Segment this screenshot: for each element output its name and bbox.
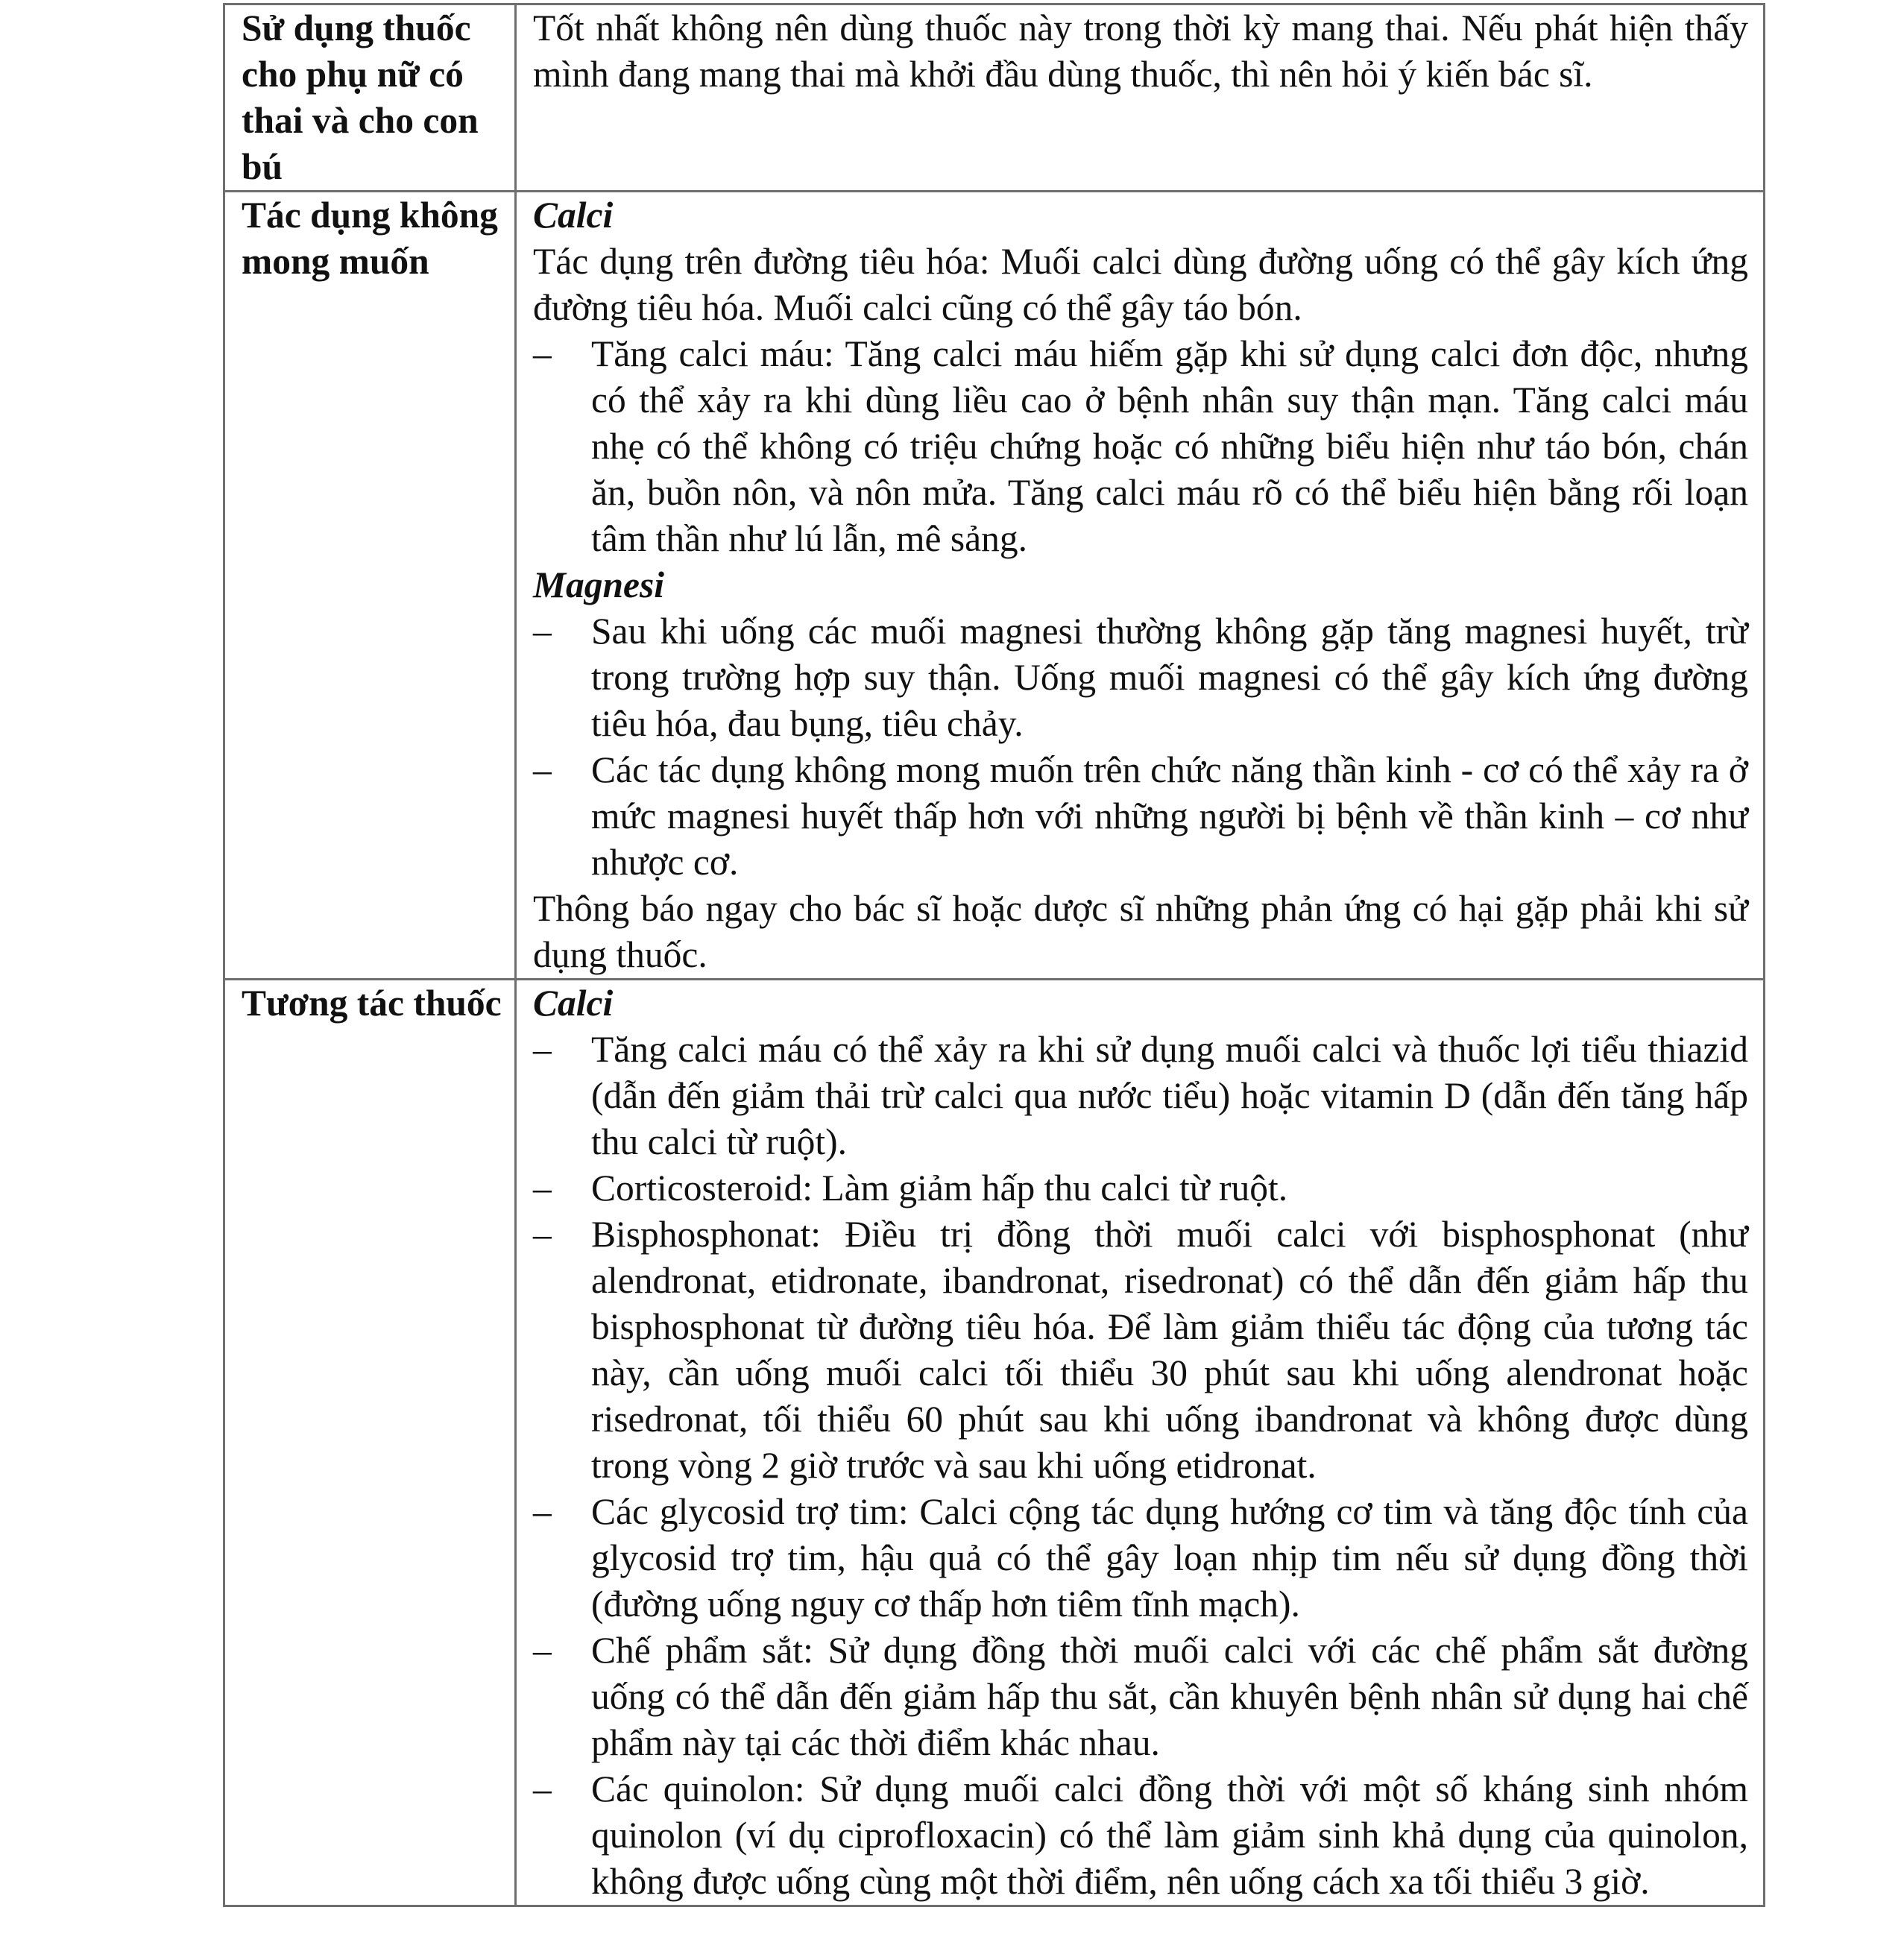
list-item: – Corticosteroid: Làm giảm hấp thu calci từ ruột. bbox=[533, 1165, 1748, 1211]
list-item: – Các quinolon: Sử dụng muối calci đồng thời với một số kháng sinh nhóm quinolon (ví dụ ciprofloxacin) có thể làm giảm sinh khả dụng của quinolon, không được uống cùng một thời điểm, nên uống cách xa tối thiểu 3 giờ. bbox=[533, 1766, 1748, 1905]
list-item: – Các glycosid trợ tim: Calci cộng tác dụng hướng cơ tim và tăng độc tính của glycosid trợ tim, hậu quả có thể gây loạn nhịp tim nếu sử dụng đồng thời (đường uống nguy cơ thấp hơn tiêm tĩnh mạch). bbox=[533, 1489, 1748, 1627]
interactions-calci-list bbox=[533, 1027, 1748, 1905]
row-label-pregnancy: Sử dụng thuốc cho phụ nữ có thai và cho con bú bbox=[224, 4, 516, 192]
side-effects-calci-list bbox=[533, 331, 1748, 562]
table-row-pregnancy bbox=[224, 4, 1765, 192]
table-row-interactions bbox=[224, 980, 1765, 1906]
side-effects-calci-intro: Tác dụng trên đường tiêu hóa: Muối calci dùng đường uống có thể gây kích ứng đường tiêu hóa. Muối calci cũng có thể gây táo bón. bbox=[533, 241, 1748, 328]
list-item: – Sau khi uống các muối magnesi thường không gặp tăng magnesi huyết, trừ trong trường hợp suy thận. Uống muối magnesi có thể gây kích ứng đường tiêu hóa, đau bụng, tiêu chảy. bbox=[533, 608, 1748, 747]
list-item: – Tăng calci máu có thể xảy ra khi sử dụng muối calci và thuốc lợi tiểu thiazid (dẫn đến giảm thải trừ calci qua nước tiểu) hoặc vitamin D (dẫn đến tăng hấp thu calci từ ruột). bbox=[533, 1027, 1748, 1165]
row-content-interactions bbox=[516, 980, 1765, 1906]
table-row-side-effects bbox=[224, 192, 1765, 980]
drug-info-table bbox=[223, 3, 1765, 1907]
row-label-side-effects: Tác dụng không mong muốn bbox=[224, 192, 516, 980]
side-effects-magnesi-list bbox=[533, 608, 1748, 886]
row-label-interactions: Tương tác thuốc bbox=[224, 980, 516, 1906]
list-item: – Chế phẩm sắt: Sử dụng đồng thời muối calci với các chế phẩm sắt đường uống có thể dẫn đến giảm hấp thu sắt, cần khuyên bệnh nhân sử dụng hai chế phẩm này tại các thời điểm khác nhau. bbox=[533, 1627, 1748, 1766]
side-effects-magnesi-heading: Magnesi bbox=[533, 564, 665, 605]
list-item: – Các tác dụng không mong muốn trên chức năng thần kinh - cơ có thể xảy ra ở mức magnesi huyết thấp hơn với những người bị bệnh về thần kinh – cơ như nhược cơ. bbox=[533, 747, 1748, 886]
interactions-calci-heading: Calci bbox=[533, 983, 614, 1024]
side-effects-footer: Thông báo ngay cho bác sĩ hoặc dược sĩ những phản ứng có hại gặp phải khi sử dụng thuốc. bbox=[533, 888, 1748, 975]
list-item: – Tăng calci máu: Tăng calci máu hiếm gặp khi sử dụng calci đơn độc, nhưng có thể xảy ra khi dùng liều cao ở bệnh nhân suy thận mạn. Tăng calci máu nhẹ có thể không có triệu chứng hoặc có những biểu hiện như táo bón, chán ăn, buồn nôn, và nôn mửa. Tăng calci máu rõ có thể biểu hiện bằng rối loạn tâm thần như lú lẫn, mê sảng. bbox=[533, 331, 1748, 562]
row-content-side-effects bbox=[516, 192, 1765, 980]
side-effects-calci-heading: Calci bbox=[533, 195, 614, 236]
list-item: – Bisphosphonat: Điều trị đồng thời muối calci với bisphosphonat (như alendronat, etidronate, ibandronat, risedronat) có thể dẫn đến giảm hấp thu bisphosphonat từ đường tiêu hóa. Để làm giảm thiểu tác động của tương tác này, cần uống muối calci tối thiểu 30 phút sau khi uống alendronat hoặc risedronat, tối thiểu 60 phút sau khi uống ibandronat và không được dùng trong vòng 2 giờ trước và sau khi uống etidronat. bbox=[533, 1211, 1748, 1489]
row-content-pregnancy bbox=[516, 4, 1765, 192]
pregnancy-text: Tốt nhất không nên dùng thuốc này trong thời kỳ mang thai. Nếu phát hiện thấy mình đang mang thai mà khởi đầu dùng thuốc, thì nên hỏi ý kiến bác sĩ. bbox=[533, 7, 1748, 95]
